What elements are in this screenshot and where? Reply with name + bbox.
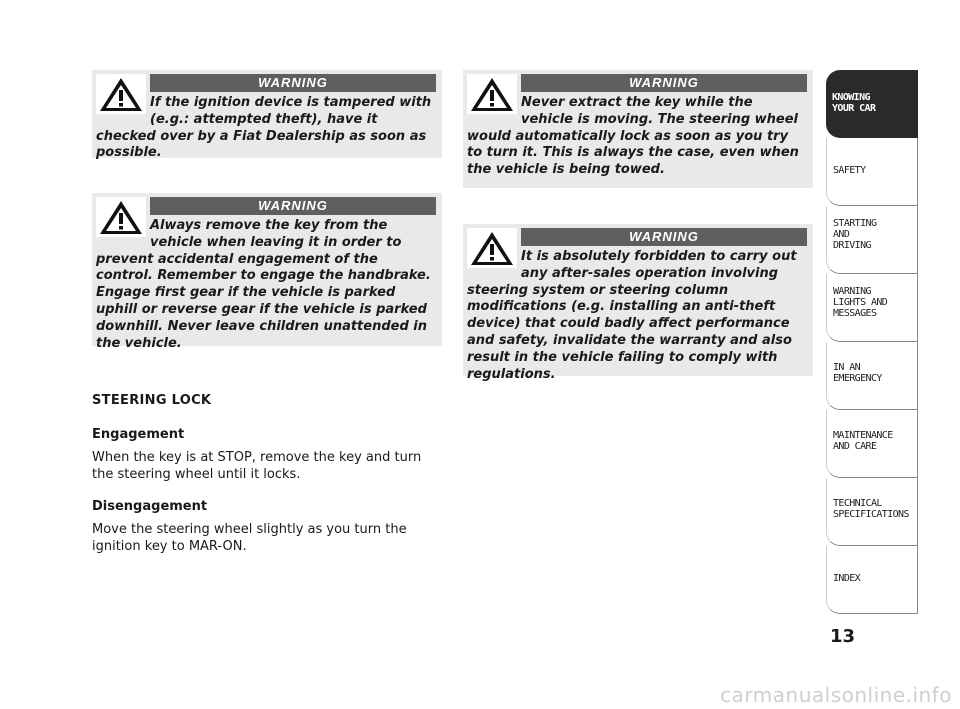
warning-triangle-icon (467, 228, 517, 268)
tab-label: KNOWING (832, 92, 870, 103)
tab-label: INDEX (833, 573, 861, 584)
tab-label: AND (833, 229, 850, 240)
warning-box-extract-key (463, 70, 813, 188)
tab-label: WARNING (833, 286, 871, 297)
tab-warning-lights[interactable] (826, 274, 918, 342)
warning-box-remove-key (92, 193, 442, 351)
tab-label: MAINTENANCE (833, 430, 893, 441)
tab-starting-and-driving[interactable] (826, 206, 918, 274)
warning-box-ignition (92, 70, 442, 161)
tab-label: LIGHTS AND (833, 297, 888, 308)
warning-header: WARNING (521, 228, 807, 246)
section-title: STEERING LOCK (92, 393, 212, 408)
steering-lock-section (92, 392, 442, 570)
warning-header: WARNING (521, 74, 807, 92)
tab-index[interactable] (826, 546, 918, 614)
warning-text: It is absolutely forbidden to carry out any after-sales operation involving steering system or steering column modifications (e.g. installing an anti-theft device) that could badly affect performance and safety, invalidate the warranty and also result in the vehicle failing to comply with regulations. (467, 249, 797, 382)
engagement-text: When the key is at STOP, remove the key and turn the steering wheel until it locks. (92, 450, 422, 482)
warning-header: WARNING (150, 74, 436, 92)
warning-triangle-icon (467, 74, 517, 114)
tab-knowing-your-car[interactable] (826, 70, 918, 138)
chapter-nav (826, 70, 918, 614)
tab-label: EMERGENCY (833, 373, 882, 384)
tab-label: TECHNICAL (833, 498, 882, 509)
warning-text: Never extract the key while the vehicle is moving. The steering wheel would automatically lock as soon as you try to turn it. This is always the case, even when the vehicle is being towed. (467, 95, 799, 178)
warning-triangle-icon (96, 74, 146, 114)
warning-text: If the ignition device is tampered with (e.g.: attempted theft), have it checked over by a Fiat Dealership as soon as possible. (96, 95, 432, 161)
tab-label: SAFETY (833, 165, 866, 176)
tab-label: IN AN (833, 362, 861, 373)
tab-label: DRIVING (833, 240, 871, 251)
warning-box-aftersales (463, 224, 813, 382)
tab-in-an-emergency[interactable] (826, 342, 918, 410)
tab-maintenance-and-care[interactable] (826, 410, 918, 478)
tab-label: YOUR CAR (832, 103, 876, 114)
page-number: 13 (830, 626, 856, 647)
watermark: carmanualsonline.info (720, 683, 952, 707)
engagement-heading: Engagement (92, 427, 185, 442)
warning-text: Always remove the key from the vehicle when leaving it in order to prevent accidental engagement of the control. Remember to engage the handbrake. Engage first gear if the vehicle is parked uphill or reverse gear if the vehicle is parked downhill. Never leave children unattended in the vehicle. (96, 218, 431, 351)
warning-triangle-icon (96, 197, 146, 237)
disengagement-text: Move the steering wheel slightly as you turn the ignition key to MAR-ON. (92, 522, 407, 554)
tab-technical-specifications[interactable] (826, 478, 918, 546)
tab-label: SPECIFICATIONS (833, 509, 909, 520)
tab-safety[interactable] (826, 138, 918, 206)
warning-header: WARNING (150, 197, 436, 215)
disengagement-heading: Disengagement (92, 499, 208, 514)
tab-label: STARTING (833, 218, 877, 229)
tab-label: MESSAGES (833, 308, 877, 319)
tab-label: AND CARE (833, 441, 877, 452)
